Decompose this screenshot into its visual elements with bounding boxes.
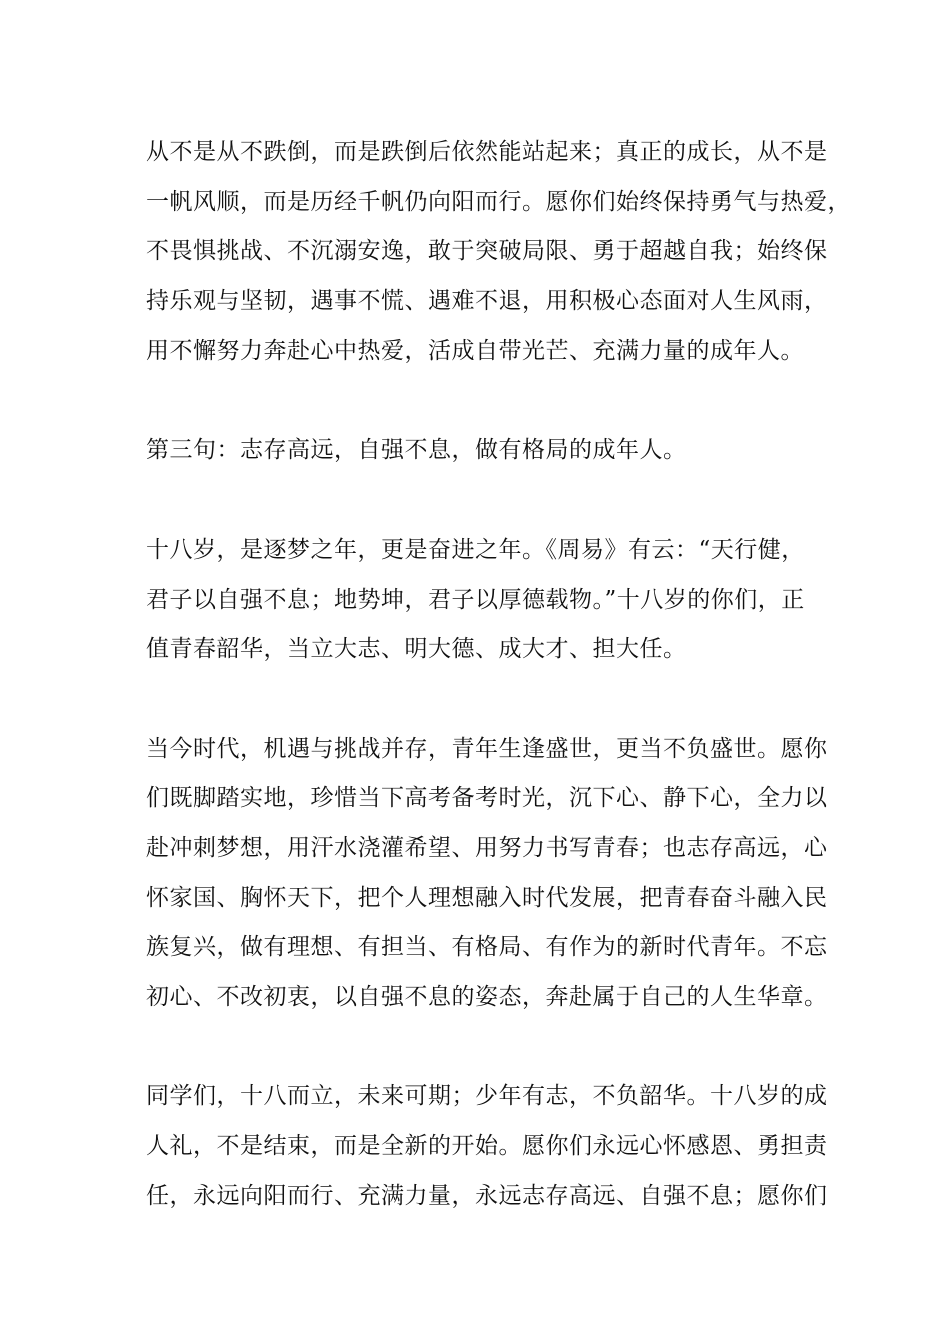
text-line: 赴冲刺梦想，用汗水浇灌希望、用努力书写青春；也志存高远，心 (146, 835, 828, 861)
text-line: 任，永远向阳而行、充满力量，永远志存高远、自强不息；愿你们 (146, 1183, 828, 1209)
text-line: 不畏惧挑战、不沉溺安逸，敢于突破局限、勇于超越自我；始终保 (146, 238, 828, 264)
text-line: 值青春韶华，当立大志、明大德、成大才、担大任。 (146, 636, 687, 662)
text-line: 用不懈努力奔赴心中热爱，活成自带光芒、充满力量的成年人。 (146, 338, 804, 364)
text-line: 人礼，不是结束，而是全新的开始。愿你们永远心怀感恩、勇担责 (146, 1133, 828, 1159)
text-line: 当今时代，机遇与挑战并存，青年生逢盛世，更当不负盛世。愿你 (146, 736, 828, 762)
text-line: 族复兴，做有理想、有担当、有格局、有作为的新时代青年。不忘 (146, 934, 828, 960)
text-line: 持乐观与坚韧，遇事不慌、遇难不退，用积极心态面对人生风雨， (146, 288, 828, 314)
text-line: 一帆风顺，而是历经千帆仍向阳而行。愿你们始终保持勇气与热爱， (146, 189, 851, 215)
text-line: 初心、不改初衷，以自强不息的姿态，奔赴属于自己的人生华章。 (146, 984, 828, 1010)
text-line: 怀家国、胸怀天下，把个人理想融入时代发展，把青春奋斗融入民 (146, 885, 828, 911)
text-line: 君子以自强不息；地势坤，君子以厚德载物。”十八岁的你们，正 (146, 587, 805, 613)
text-line: 同学们，十八而立，未来可期；少年有志，不负韶华。十八岁的成 (146, 1083, 828, 1109)
section-heading: 第三句：志存高远，自强不息，做有格局的成年人。 (146, 437, 687, 463)
text-line: 从不是从不跌倒，而是跌倒后依然能站起来；真正的成长，从不是 (146, 139, 828, 165)
text-line: 十八岁，是逐梦之年，更是奋进之年。《周易》有云：“天行健， (146, 537, 805, 563)
text-line: 们既脚踏实地，珍惜当下高考备考时光，沉下心、静下心，全力以 (146, 785, 828, 811)
